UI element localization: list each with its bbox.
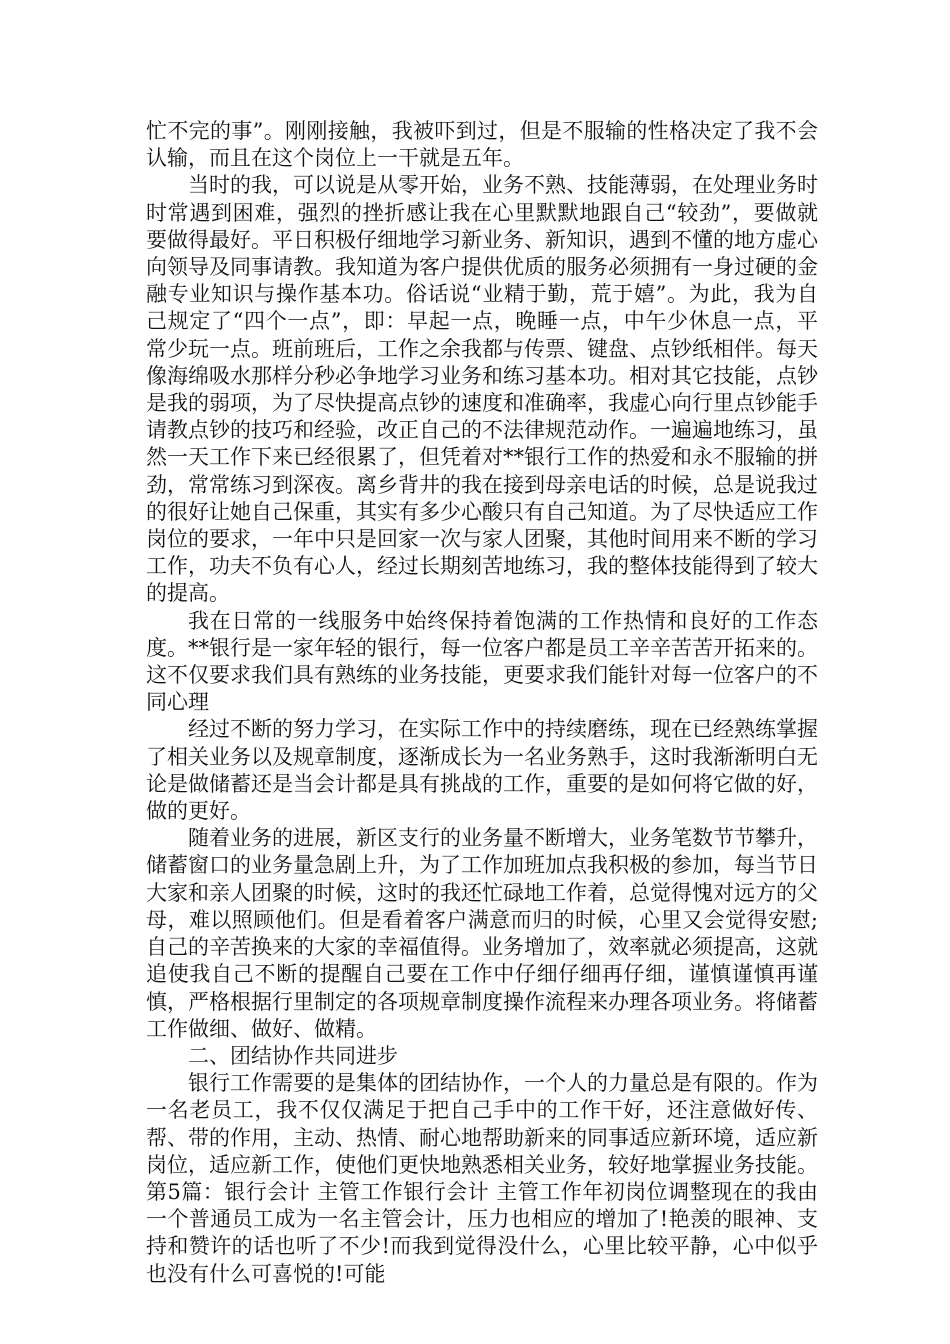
- paragraph-4: 经过不断的努力学习，在实际工作中的持续磨练，现在已经熟练掌握了相关业务以及规章制度，逐渐成长为一名业务熟手，这时我渐渐明白无论是做储蓄还是当会计都是具有挑战的工作，重要的是如何将它做的好，做的更好。: [146, 717, 818, 824]
- paragraph-3: 我在日常的一线服务中始终保持着饱满的工作热情和良好的工作态度。**银行是一家年轻的银行，每一位客户都是员工辛辛苦苦开拓来的。这不仅要求我们具有熟练的业务技能，更要求我们能针对每一位客户的不同心理: [146, 608, 818, 715]
- paragraph-7: 银行工作需要的是集体的团结协作，一个人的力量总是有限的。作为一名老员工，我不仅仅满足于把自己手中的工作干好，还注意做好传、帮、带的作用，主动、热情、耐心地帮助新来的同事适应新环境，适应新岗位，适应新工作，使他们更快地熟悉相关业务，较好地掌握业务技能。 第5篇：银行会计 主管工作银行会计 主管工作年初岗位调整现在的我由一个普通员工成为一名主管会计，压力也相应的增加了!艳羡的眼神、支持和赞许的话也听了不少!而我到觉得没什么，心里比较平静，心中似乎也没有什么可喜悦的!可能: [146, 1071, 818, 1286]
- paragraph-1: 忙不完的事”。刚刚接触，我被吓到过，但是不服输的性格决定了我不会认输，而且在这个岗位上一干就是五年。: [146, 119, 818, 171]
- paragraph-2: 当时的我，可以说是从零开始，业务不熟、技能薄弱，在处理业务时时常遇到困难，强烈的挫折感让我在心里默默地跟自己“较劲”，要做就要做得最好。平日积极仔细地学习新业务、新知识，遇到不懂的地方虚心向领导及同事请教。我知道为客户提供优质的服务必须拥有一身过硬的金融专业知识与操作基本功。俗话说“业精于勤，荒于嬉”。为此，我为自己规定了“四个一点”，即：早起一点，晚睡一点，中午少休息一点，平常少玩一点。班前班后，工作之余我都与传票、键盘、点钞纸相伴。每天像海绵吸水那样分秒必争地学习业务和练习基本功。相对其它技能，点钞是我的弱项，为了尽快提高点钞的速度和准确率，我虚心向行里点钞能手请教点钞的技巧和经验，改正自己的不法律规范动作。一遍遍地练习，虽然一天工作下来已经很累了，但凭着对**银行工作的热爱和永不服输的拼劲，常常练习到深夜。离乡背井的我在接到母亲电话的时候，总是说我过的很好让她自己保重，其实有多少心酸只有自己知道。为了尽快适应工作岗位的要求，一年中只是回家一次与家人团聚，其他时间用来不断的学习工作，功夫不负有心人，经过长期刻苦地练习，我的整体技能得到了较大的提高。: [146, 173, 818, 606]
- document-page: [146, 118, 818, 1288]
- paragraph-5: 随着业务的进展，新区支行的业务量不断增大，业务笔数节节攀升，储蓄窗口的业务量急剧上升，为了工作加班加点我积极的参加，每当节日大家和亲人团聚的时候，这时的我还忙碌地工作着，总觉得愧对远方的父母，难以照顾他们。但是看着客户满意而归的时候，心里又会觉得安慰;自己的辛苦换来的大家的幸福值得。业务增加了，效率就必须提高，这就追使我自己不断的提醒自己要在工作中仔细仔细再仔细，谨慎谨慎再谨慎，严格根据行里制定的各项规章制度操作流程来办理各项业务。将储蓄工作做细、做好、做精。: [146, 826, 818, 1041]
- section-heading: 二、团结协作共同进步: [188, 1043, 398, 1068]
